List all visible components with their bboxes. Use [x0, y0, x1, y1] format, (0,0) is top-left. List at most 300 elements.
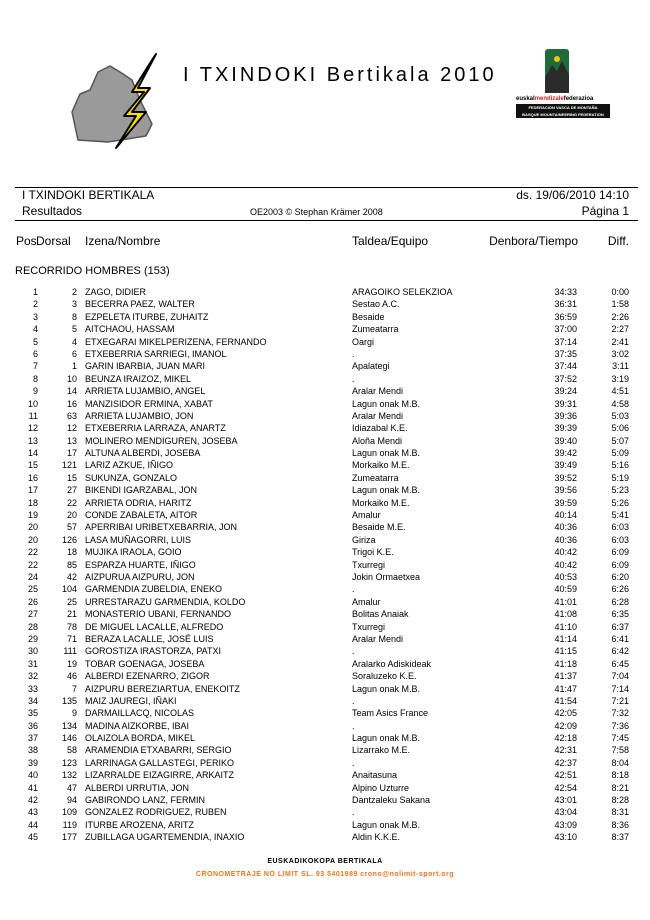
cell-name: URRESTARAZU GARMENDIA, KOLDO: [85, 596, 246, 607]
cell-time: 43:09: [554, 819, 577, 830]
cell-name: ITURBE AROZENA, ARITZ: [85, 819, 195, 830]
cell-diff: 5:23: [611, 485, 629, 496]
col-header-dorsal: Dorsal: [36, 234, 71, 248]
cell-diff: 5:41: [611, 510, 629, 521]
cell-time: 37:14: [554, 336, 577, 347]
cell-pos: 10: [27, 398, 38, 409]
cell-name: MADINA AIZKORBE, IBAI: [85, 720, 190, 731]
cell-pos: 20: [27, 522, 38, 533]
cell-pos: 6: [32, 348, 38, 359]
cell-diff: 5:19: [611, 472, 629, 483]
cell-pos: 22: [27, 559, 38, 570]
cell-diff: 3:02: [611, 348, 629, 359]
cell-name: MANZISIDOR ERMINA, XABAT: [85, 398, 213, 409]
cell-pos: 41: [27, 782, 38, 793]
cell-dorsal: 12: [66, 423, 77, 434]
cell-dorsal: 111: [63, 646, 77, 657]
cell-dorsal: 25: [66, 596, 77, 607]
cell-club: .: [352, 646, 355, 657]
cell-club: Aralar Mendi: [352, 633, 404, 644]
cell-name: BECERRA PAEZ, WALTER: [85, 299, 195, 310]
cell-dorsal: 58: [66, 745, 77, 756]
cell-name: EZPELETA ITURBE, ZUHAITZ: [85, 311, 209, 322]
cell-name: MONASTERIO UBANI, FERNANDO: [85, 609, 232, 620]
table-row: [0, 398, 650, 410]
cell-club: Giriza: [352, 534, 376, 545]
cell-diff: 5:16: [611, 460, 629, 471]
cell-dorsal: 109: [61, 807, 77, 818]
cell-pos: 22: [27, 547, 38, 558]
cell-diff: 1:58: [611, 299, 629, 310]
cell-dorsal: 19: [66, 658, 77, 669]
cell-pos: 32: [27, 671, 38, 682]
cell-pos: 33: [27, 683, 38, 694]
table-row: [0, 447, 650, 459]
cell-club: Lagun onak M.B.: [352, 683, 421, 694]
table-row: [0, 670, 650, 682]
cell-pos: 28: [27, 621, 38, 632]
table-row: [0, 707, 650, 719]
cell-pos: 39: [27, 757, 38, 768]
cell-name: BEUNZA IRAIZOZ, MIKEL: [85, 373, 192, 384]
cell-dorsal: 6: [71, 348, 77, 359]
cell-time: 40:59: [554, 584, 577, 595]
cell-name: DARMAILLACQ, NICOLAS: [85, 708, 195, 719]
cell-dorsal: 5: [71, 324, 77, 335]
cell-dorsal: 78: [66, 621, 77, 632]
cell-diff: 5:03: [611, 410, 629, 421]
cell-club: Lagun onak M.B.: [352, 819, 421, 830]
cell-pos: 13: [27, 435, 38, 446]
cell-time: 43:10: [554, 832, 577, 843]
table-row: [0, 683, 650, 695]
cell-time: 42:31: [554, 745, 577, 756]
header-bottom-rule: [15, 220, 638, 221]
cell-pos: 44: [27, 819, 38, 830]
cell-club: Dantzaleku Sakana: [352, 795, 431, 806]
table-row: [0, 484, 650, 496]
table-row: [0, 435, 650, 447]
cell-dorsal: 20: [66, 510, 77, 521]
table-row: [0, 645, 650, 657]
cell-time: 43:04: [554, 807, 577, 818]
cell-club: .: [352, 695, 355, 706]
cell-club: ARAGOIKO SELEKZIOA: [352, 287, 453, 297]
cell-club: Aldin K.K.E.: [352, 832, 401, 843]
cell-diff: 2:26: [611, 311, 629, 322]
cell-time: 41:08: [554, 609, 577, 620]
cell-dorsal: 27: [66, 485, 77, 496]
col-header-diff: Diff.: [607, 234, 629, 248]
report-subtitle: Resultados: [22, 204, 83, 218]
cell-club: Lizarrako M.E.: [352, 745, 411, 756]
cell-club: Txurregi: [352, 621, 386, 632]
cell-dorsal: 9: [71, 708, 77, 719]
federation-subtitle-box: FEDERACION VASCA DE MONTAÑA BASQUE MOUNTAINEERING FEDERATION: [516, 104, 610, 118]
cell-dorsal: 15: [66, 472, 77, 483]
cell-name: GONZALEZ RODRIGUEZ, RUBEN: [85, 807, 227, 818]
cell-club: Trigoi K.E.: [352, 547, 394, 558]
cell-diff: 6:45: [611, 658, 629, 669]
cell-name: ARRIETA ODRIA, HARITZ: [85, 497, 192, 508]
cell-pos: 11: [28, 410, 38, 421]
cell-diff: 7:32: [611, 708, 629, 719]
cell-dorsal: 135: [61, 695, 77, 706]
cell-name: MAIZ JAUREGI, IÑAKI: [85, 695, 177, 706]
cell-time: 40:53: [554, 571, 577, 582]
table-row: [0, 509, 650, 521]
cell-club: Morkaiko M.E.: [352, 497, 410, 508]
cell-diff: 7:45: [611, 733, 629, 744]
cell-diff: 5:09: [611, 448, 629, 459]
cell-dorsal: 132: [61, 770, 77, 781]
cell-name: GARIN IBARBIA, JUAN MARI: [85, 361, 206, 372]
cell-club: .: [352, 807, 355, 818]
cell-diff: 7:21: [611, 695, 629, 706]
cell-club: .: [352, 348, 355, 359]
cell-club: Aralar Mendi: [352, 410, 404, 421]
table-row: [0, 769, 650, 781]
cell-time: 41:18: [554, 658, 577, 669]
cell-time: 39:42: [554, 448, 577, 459]
table-row: [0, 311, 650, 323]
cell-pos: 15: [27, 460, 38, 471]
cell-diff: 6:35: [611, 609, 629, 620]
cell-name: ARRIETA LUJAMBIO, JON: [85, 410, 194, 421]
cell-name: MOLINERO MENDIGUREN, JOSEBA: [85, 435, 238, 446]
cell-time: 39:24: [554, 386, 577, 397]
cell-pos: 40: [27, 770, 38, 781]
cell-pos: 34: [27, 695, 38, 706]
cell-pos: 14: [27, 448, 38, 459]
cell-club: Zumeatarra: [352, 324, 399, 335]
cell-diff: 3:19: [611, 373, 629, 384]
cell-diff: 8:04: [611, 757, 629, 768]
table-row: [0, 336, 650, 348]
cell-dorsal: 18: [66, 547, 77, 558]
cell-club: Lagun onak M.B.: [352, 398, 421, 409]
table-row: [0, 831, 650, 843]
col-header-name: Izena/Nombre: [85, 234, 161, 248]
cell-name: GOROSTIZA IRASTORZA, PATXI: [85, 646, 222, 657]
cell-time: 41:01: [554, 596, 577, 607]
cell-club: Lagun onak M.B.: [352, 733, 421, 744]
results-table: [0, 286, 650, 844]
cell-pos: 8: [32, 373, 38, 384]
cell-club: Team Asics France: [352, 708, 429, 719]
cell-diff: 6:03: [611, 534, 629, 545]
cell-pos: 1: [32, 287, 38, 297]
cell-diff: 6:03: [611, 522, 629, 533]
table-row: [0, 621, 650, 633]
cell-club: Aralar Mendi: [352, 386, 404, 397]
cell-diff: 6:28: [611, 596, 629, 607]
report-date: ds. 19/06/2010 14:10: [516, 188, 629, 202]
cell-pos: 3: [32, 311, 38, 322]
cell-pos: 27: [27, 609, 38, 620]
cell-diff: 6:37: [611, 621, 629, 632]
cell-time: 39:39: [554, 423, 577, 434]
cell-time: 39:36: [554, 410, 577, 421]
cell-time: 43:01: [554, 795, 577, 806]
cell-name: AIZPURU BEREZIARTUA, ENEKOITZ: [85, 683, 240, 694]
table-row: [0, 534, 650, 546]
cell-dorsal: 22: [66, 497, 77, 508]
cell-name: ALTUNA ALBERDI, JOSEBA: [85, 448, 201, 459]
cell-pos: 38: [27, 745, 38, 756]
cell-diff: 6:41: [611, 633, 629, 644]
cell-diff: 7:58: [611, 745, 629, 756]
cell-name: ETXEBERRIA LARRAZA, ANARTZ: [85, 423, 226, 434]
cell-diff: 5:26: [611, 497, 629, 508]
cell-diff: 6:20: [611, 571, 629, 582]
cell-name: CONDE ZABALETA, AITOR: [85, 510, 198, 521]
cell-pos: 5: [32, 336, 38, 347]
cell-diff: 7:04: [611, 671, 629, 682]
cell-name: AITCHAOU, HASSAM: [85, 324, 175, 335]
cell-club: Alpino Uzturre: [352, 782, 410, 793]
cell-dorsal: 119: [62, 819, 77, 830]
cell-time: 41:15: [554, 646, 577, 657]
page-number: Página 1: [581, 204, 629, 218]
cell-name: ALBERDI EZENARRO, ZIGOR: [85, 671, 210, 682]
cell-name: ARRIETA LUJAMBIO, ANGEL: [85, 386, 206, 397]
cell-dorsal: 71: [66, 633, 77, 644]
cell-name: MUJIKA IRAOLA, GOIO: [85, 547, 182, 558]
event-logo: [68, 50, 168, 150]
table-row: [0, 521, 650, 533]
cell-club: Jokin Ormaetxea: [352, 571, 421, 582]
cell-club: Sestao A.C.: [352, 299, 400, 310]
cell-club: Bolitas Anaiak: [352, 609, 409, 620]
cell-name: TOBAR GOENAGA, JOSEBA: [85, 658, 205, 669]
footer-cup-name: EUSKADIKOKOPA BERTIKALA: [267, 858, 383, 865]
cell-dorsal: 3: [71, 299, 77, 310]
cell-club: .: [352, 373, 355, 384]
cell-dorsal: 13: [66, 435, 77, 446]
cell-pos: 24: [27, 571, 38, 582]
cell-club: .: [352, 584, 355, 595]
cell-diff: 8:28: [611, 795, 629, 806]
cell-name: ALBERDI URRUTIA, JON: [85, 782, 190, 793]
cell-pos: 26: [27, 596, 38, 607]
cell-diff: 8:37: [611, 832, 629, 843]
cell-diff: 7:36: [611, 720, 629, 731]
cell-club: Zumeatarra: [352, 472, 399, 483]
cell-dorsal: 63: [66, 410, 77, 421]
cell-pos: 17: [27, 485, 38, 496]
cell-dorsal: 104: [61, 584, 77, 595]
cell-time: 39:40: [554, 435, 577, 446]
table-row: [0, 373, 650, 385]
cell-dorsal: 177: [61, 832, 77, 843]
cell-time: 42:54: [554, 782, 577, 793]
cell-dorsal: 2: [71, 287, 77, 297]
table-row: [0, 360, 650, 372]
cell-club: Oargi: [352, 336, 375, 347]
cell-name: AIZPURUA AIZPURU, JON: [85, 571, 195, 582]
table-row: [0, 806, 650, 818]
table-row: [0, 286, 650, 298]
cell-club: Morkaiko M.E.: [352, 460, 410, 471]
cell-pos: 12: [27, 423, 38, 434]
cell-club: Aralarko Adiskideak: [352, 658, 432, 669]
cell-name: LARIZ AZKUE, IÑIGO: [85, 460, 174, 471]
cell-time: 42:18: [554, 733, 577, 744]
table-row: [0, 819, 650, 831]
cell-pos: 16: [27, 472, 38, 483]
cell-name: GARMENDIA ZUBELDIA, ENEKO: [85, 584, 223, 595]
table-row: [0, 658, 650, 670]
cell-diff: 8:18: [611, 770, 629, 781]
cell-name: ESPARZA HUARTE, IÑIGO: [85, 559, 196, 570]
col-header-time: Denbora/Tiempo: [489, 234, 578, 248]
cell-time: 42:09: [554, 720, 577, 731]
event-title: I TXINDOKI Bertikala 2010: [183, 64, 497, 86]
table-row: [0, 323, 650, 335]
cell-diff: 4:51: [611, 386, 629, 397]
cell-pos: 43: [27, 807, 38, 818]
cell-name: LARRINAGA GALLASTEGI, PERIKO: [85, 757, 235, 768]
table-row: [0, 633, 650, 645]
cell-pos: 9: [32, 386, 38, 397]
cell-dorsal: 14: [66, 386, 77, 397]
cell-pos: 29: [27, 633, 38, 644]
cell-dorsal: 47: [66, 782, 77, 793]
cell-club: Txurregi: [352, 559, 386, 570]
cell-time: 40:14: [554, 510, 577, 521]
cell-time: 41:14: [554, 633, 577, 644]
table-row: [0, 608, 650, 620]
cell-club: Soraluzeko K.E.: [352, 671, 417, 682]
cell-diff: 6:26: [611, 584, 629, 595]
cell-club: Apalategi: [352, 361, 390, 372]
cell-time: 39:52: [554, 472, 577, 483]
cell-pos: 30: [27, 646, 38, 657]
cell-name: BIKENDI IGARZABAL, JON: [85, 485, 198, 496]
cell-club: Besaide: [352, 311, 385, 322]
cell-time: 40:36: [554, 534, 577, 545]
cell-time: 42:05: [554, 708, 577, 719]
cell-time: 37:00: [554, 324, 577, 335]
table-row: [0, 422, 650, 434]
cell-dorsal: 134: [61, 720, 77, 731]
cell-name: ZAGO, DIDIER: [85, 287, 147, 297]
table-row: [0, 782, 650, 794]
cell-time: 41:47: [554, 683, 577, 694]
col-header-club: Taldea/Equipo: [352, 234, 429, 248]
cell-dorsal: 10: [66, 373, 77, 384]
cell-club: Amalur: [352, 596, 381, 607]
cell-time: 37:44: [554, 361, 577, 372]
table-row: [0, 720, 650, 732]
table-row: [0, 744, 650, 756]
table-row: [0, 472, 650, 484]
section-title: RECORRIDO HOMBRES (153): [15, 265, 170, 277]
cell-time: 39:31: [554, 398, 577, 409]
cell-diff: 8:21: [611, 782, 629, 793]
cell-time: 34:33: [554, 287, 577, 297]
table-row: [0, 583, 650, 595]
cell-club: Lagun onak M.B.: [352, 485, 421, 496]
cell-dorsal: 8: [71, 311, 77, 322]
cell-diff: 2:27: [611, 324, 629, 335]
cell-pos: 35: [27, 708, 38, 719]
cell-club: .: [352, 720, 355, 731]
cell-pos: 20: [27, 534, 38, 545]
cell-club: Amalur: [352, 510, 381, 521]
cell-time: 39:59: [554, 497, 577, 508]
cell-time: 36:59: [554, 311, 577, 322]
federation-name: euskalmendizalefederazioa: [516, 96, 594, 102]
cell-name: APERRIBAI URIBETXEBARRIA, JON: [85, 522, 238, 533]
race-name: I TXINDOKI BERTIKALA: [22, 188, 155, 202]
software-credit: OE2003 © Stephan Krämer 2008: [250, 207, 383, 217]
cell-club: Besaide M.E.: [352, 522, 406, 533]
cell-club: Aloña Mendi: [352, 435, 403, 446]
cell-name: BERAZA LACALLE, JOSÉ LUIS: [85, 633, 214, 644]
cell-club: Anaitasuna: [352, 770, 398, 781]
cell-pos: 37: [27, 733, 38, 744]
cell-diff: 7:14: [611, 683, 629, 694]
cell-time: 37:35: [554, 348, 577, 359]
cell-pos: 36: [27, 720, 38, 731]
cell-name: SUKUNZA, GONZALO: [85, 472, 178, 483]
cell-pos: 4: [32, 324, 38, 335]
table-row: [0, 559, 650, 571]
col-header-pos: Pos: [16, 234, 37, 248]
cell-diff: 6:09: [611, 547, 629, 558]
cell-diff: 4:58: [611, 398, 629, 409]
table-row: [0, 298, 650, 310]
table-row: [0, 695, 650, 707]
cell-diff: 2:41: [611, 336, 629, 347]
cell-dorsal: 126: [61, 534, 77, 545]
table-row: [0, 546, 650, 558]
cell-dorsal: 7: [71, 683, 77, 694]
cell-pos: 18: [27, 497, 38, 508]
cell-dorsal: 17: [66, 448, 77, 459]
table-row: [0, 794, 650, 806]
cell-pos: 7: [32, 361, 38, 372]
cell-time: 42:37: [554, 757, 577, 768]
table-row: [0, 410, 650, 422]
cell-time: 41:54: [554, 695, 577, 706]
cell-dorsal: 85: [66, 559, 77, 570]
cell-dorsal: 123: [61, 757, 77, 768]
cell-name: ETXEGARAI MIKELPERIZENA, FERNANDO: [85, 336, 267, 347]
cell-diff: 6:42: [611, 646, 629, 657]
cell-time: 41:10: [554, 621, 577, 632]
cell-dorsal: 16: [66, 398, 77, 409]
cell-dorsal: 42: [66, 571, 77, 582]
cell-diff: 8:31: [611, 807, 629, 818]
table-row: [0, 459, 650, 471]
table-row: [0, 348, 650, 360]
cell-diff: 8:36: [611, 819, 629, 830]
cell-dorsal: 46: [66, 671, 77, 682]
cell-name: LASA MUÑAGORRI, LUIS: [85, 534, 192, 545]
cell-name: OLAIZOLA BORDA, MIKEL: [85, 733, 196, 744]
cell-time: 39:56: [554, 485, 577, 496]
cell-dorsal: 4: [71, 336, 77, 347]
cell-club: .: [352, 757, 355, 768]
cell-dorsal: 146: [61, 733, 77, 744]
cell-name: ETXEBERRIA SARRIEGI, IMANOL: [85, 348, 227, 359]
cell-pos: 25: [27, 584, 38, 595]
cell-time: 40:42: [554, 559, 577, 570]
cell-diff: 3:11: [612, 361, 629, 372]
